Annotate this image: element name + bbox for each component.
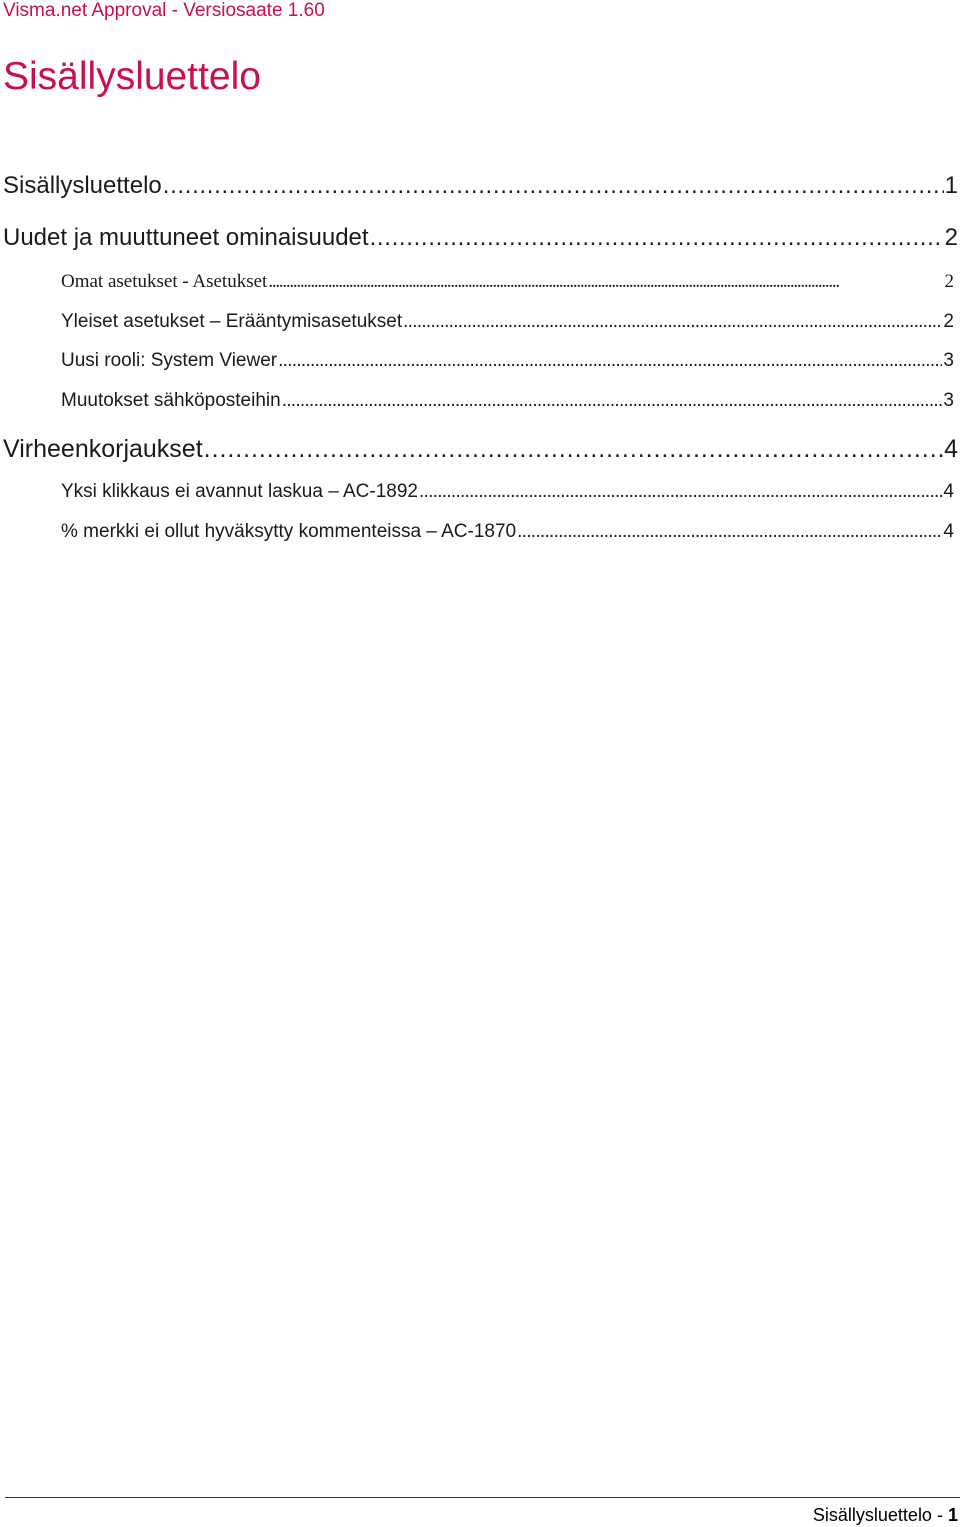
toc-entry-page-number: 4 — [944, 435, 958, 463]
toc-entry-uusi-rooli[interactable] — [61, 349, 954, 373]
toc-entry-label: Yksi klikkaus ei avannut laskua – AC-1892 — [61, 481, 418, 502]
toc-entry-page-number: 2 — [944, 224, 958, 251]
toc-entry-page-number: 3 — [943, 350, 954, 371]
dot-leader — [268, 270, 943, 294]
toc-entry-page-number: 4 — [943, 521, 954, 542]
dot-leader — [370, 223, 944, 253]
toc-entry-uudet-ominaisuudet[interactable] — [3, 223, 958, 253]
toc-entry-page-number: 3 — [943, 390, 954, 411]
dot-leader — [163, 171, 944, 201]
toc-entry-label: % merkki ei ollut hyväksytty kommenteissa – AC-1870 — [61, 521, 517, 542]
toc-entry-prosenttimerkki[interactable] — [61, 520, 954, 544]
toc-entry-omat-asetukset[interactable] — [61, 270, 954, 294]
dot-leader — [403, 310, 942, 334]
toc-entry-label: Uudet ja muuttuneet ominaisuudet — [3, 224, 369, 251]
dot-leader — [517, 520, 942, 544]
toc-entry-label: Yleiset asetukset – Erääntymisasetukset — [61, 311, 403, 332]
toc-entry-label: Sisällysluettelo — [3, 172, 162, 199]
footer-divider — [5, 1497, 960, 1498]
running-footer — [813, 1504, 958, 1526]
toc-entry-page-number: 4 — [943, 481, 954, 502]
toc-entry-muutokset-sahkoposteihin[interactable] — [61, 389, 954, 413]
toc-entry-page-number: 1 — [944, 172, 958, 199]
toc-entry-label: Omat asetukset - Asetukset — [61, 271, 268, 292]
toc-entry-label: Muutokset sähköposteihin — [61, 390, 281, 411]
page-title: Sisällysluettelo — [3, 55, 261, 98]
toc-entry-page-number: 2 — [944, 271, 954, 292]
toc-entry-virheenkorjaukset[interactable] — [3, 434, 958, 464]
footer-page-number: 1 — [947, 1505, 958, 1525]
running-header: Visma.net Approval - Versiosaate 1.60 — [3, 0, 325, 21]
toc-entry-yksi-klikkaus[interactable] — [61, 480, 954, 504]
toc-entry-page-number: 2 — [943, 311, 954, 332]
toc-entry-label: Virheenkorjaukset — [3, 435, 203, 463]
dot-leader — [204, 434, 943, 464]
dot-leader — [278, 349, 942, 373]
toc-entry-sisallysluettelo[interactable] — [3, 171, 958, 201]
footer-label: Sisällysluettelo — [812, 1505, 932, 1525]
toc-entry-label: Uusi rooli: System Viewer — [61, 350, 278, 371]
dot-leader — [282, 389, 943, 413]
dot-leader — [419, 480, 942, 504]
footer-separator: - — [936, 1505, 943, 1525]
toc-entry-yleiset-asetukset[interactable] — [61, 310, 954, 334]
